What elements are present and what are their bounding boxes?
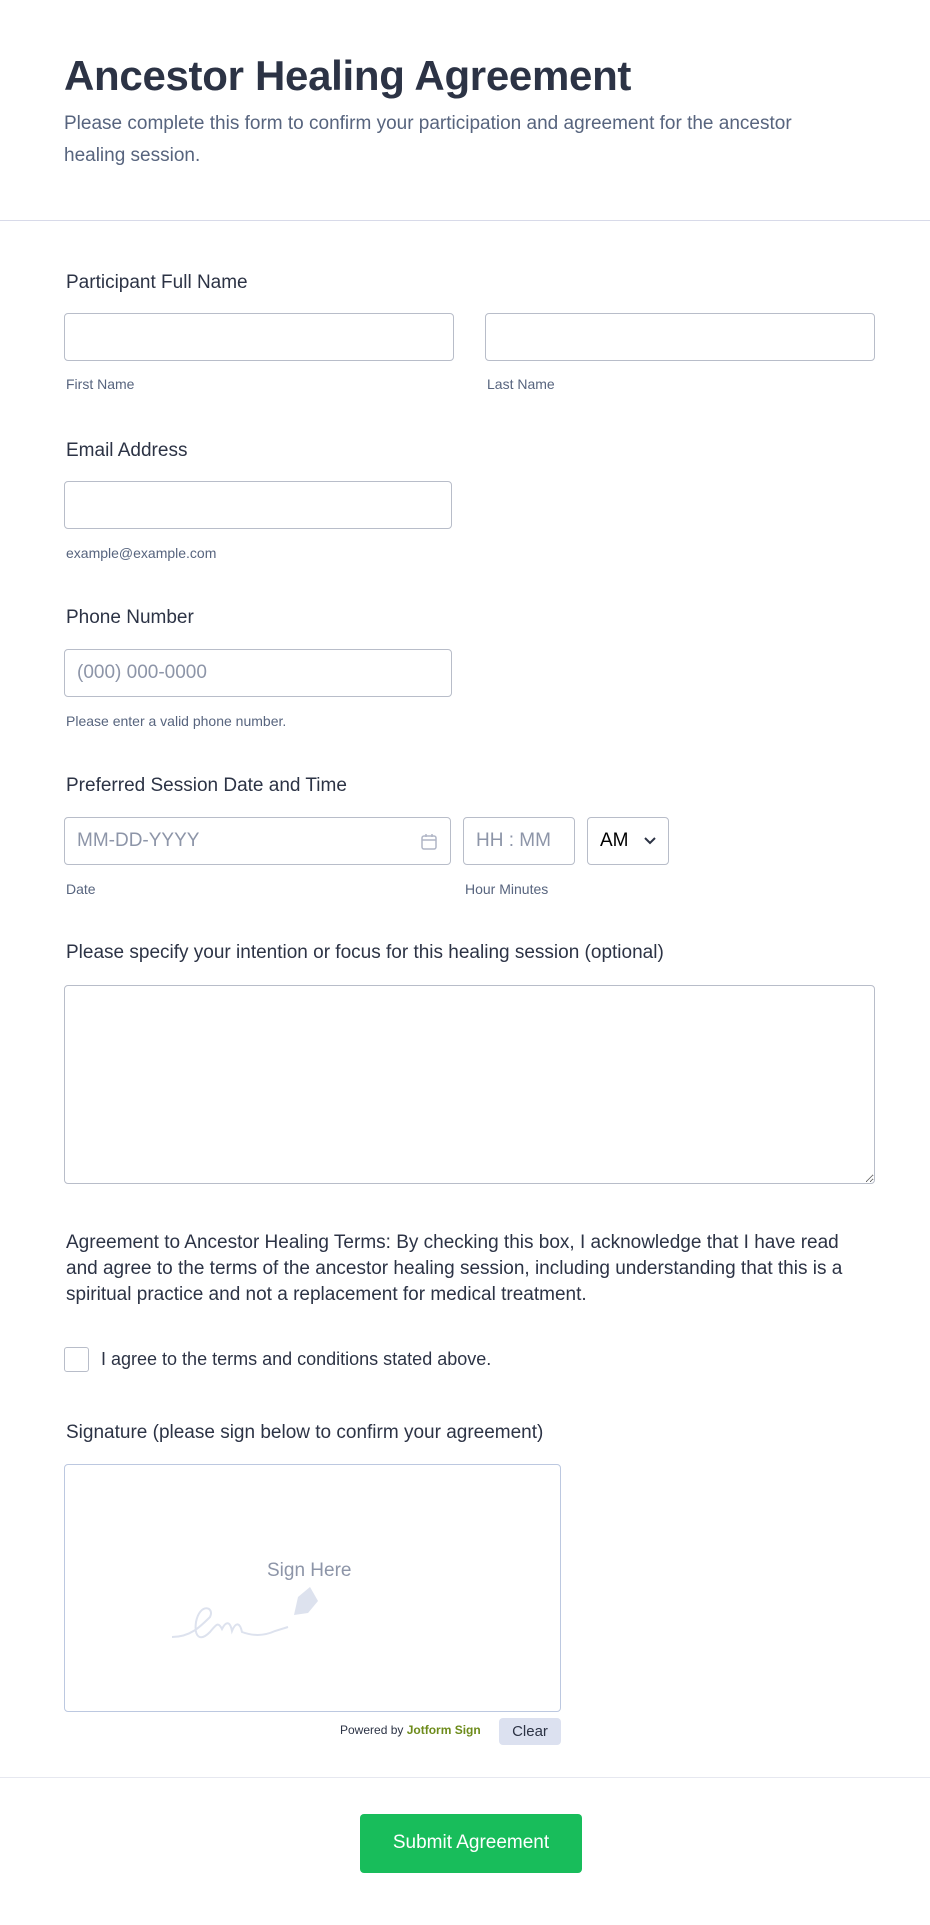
submit-button[interactable]: Submit Agreement (360, 1814, 582, 1873)
agreement-text: Agreement to Ancestor Healing Terms: By checking this box, I acknowledge that I have read and agree to the terms of the ancestor healing session, including understanding that this is a spiritual practice and not a replacement for medical treatment. (66, 1232, 843, 1305)
page-subtitle: Please complete this form to confirm your participation and agreement for the ancestor healing session. (64, 113, 792, 166)
email-hint: example@example.com (66, 545, 217, 561)
ampm-select[interactable] (587, 817, 669, 865)
time-hint: Hour Minutes (465, 881, 549, 897)
email-label: Email Address (66, 440, 188, 461)
agreement-checkbox-label[interactable]: I agree to the terms and conditions stated above. (101, 1349, 492, 1369)
date-input[interactable] (64, 817, 451, 865)
date-placeholder: MM-DD-YYYY (77, 830, 200, 851)
agreement-checkbox[interactable] (64, 1347, 89, 1372)
date-hint: Date (66, 881, 96, 897)
ampm-value: AM (600, 830, 629, 851)
email-input[interactable] (64, 481, 452, 529)
clear-signature-button[interactable]: Clear (499, 1718, 561, 1745)
time-placeholder: HH : MM (476, 830, 551, 851)
header-divider (0, 220, 930, 221)
phone-placeholder: (000) 000-0000 (77, 662, 207, 683)
phone-input[interactable] (64, 649, 452, 697)
session-label: Preferred Session Date and Time (66, 775, 347, 796)
last-name-input[interactable] (485, 313, 875, 361)
chevron-down-icon (644, 837, 656, 845)
intention-label: Please specify your intention or focus for this healing session (optional) (66, 942, 664, 963)
last-name-hint: Last Name (487, 376, 555, 392)
signature-pad[interactable] (64, 1464, 561, 1712)
page-title: Ancestor Healing Agreement (64, 52, 632, 99)
signature-pen-icon (170, 1587, 340, 1647)
name-label: Participant Full Name (66, 272, 248, 293)
first-name-hint: First Name (66, 376, 135, 392)
first-name-input[interactable] (64, 313, 454, 361)
calendar-icon[interactable] (420, 833, 438, 851)
powered-by (340, 1723, 481, 1737)
powered-by-text: Powered by (340, 1723, 404, 1737)
footer-divider (0, 1777, 930, 1778)
intention-textarea[interactable] (64, 985, 875, 1184)
phone-hint: Please enter a valid phone number. (66, 713, 287, 729)
sign-here-text: Sign Here (267, 1560, 352, 1581)
signature-label: Signature (please sign below to confirm your agreement) (66, 1422, 544, 1443)
phone-label: Phone Number (66, 607, 194, 628)
jotform-sign-brand: Jotform Sign (406, 1723, 481, 1737)
time-input[interactable] (463, 817, 575, 865)
